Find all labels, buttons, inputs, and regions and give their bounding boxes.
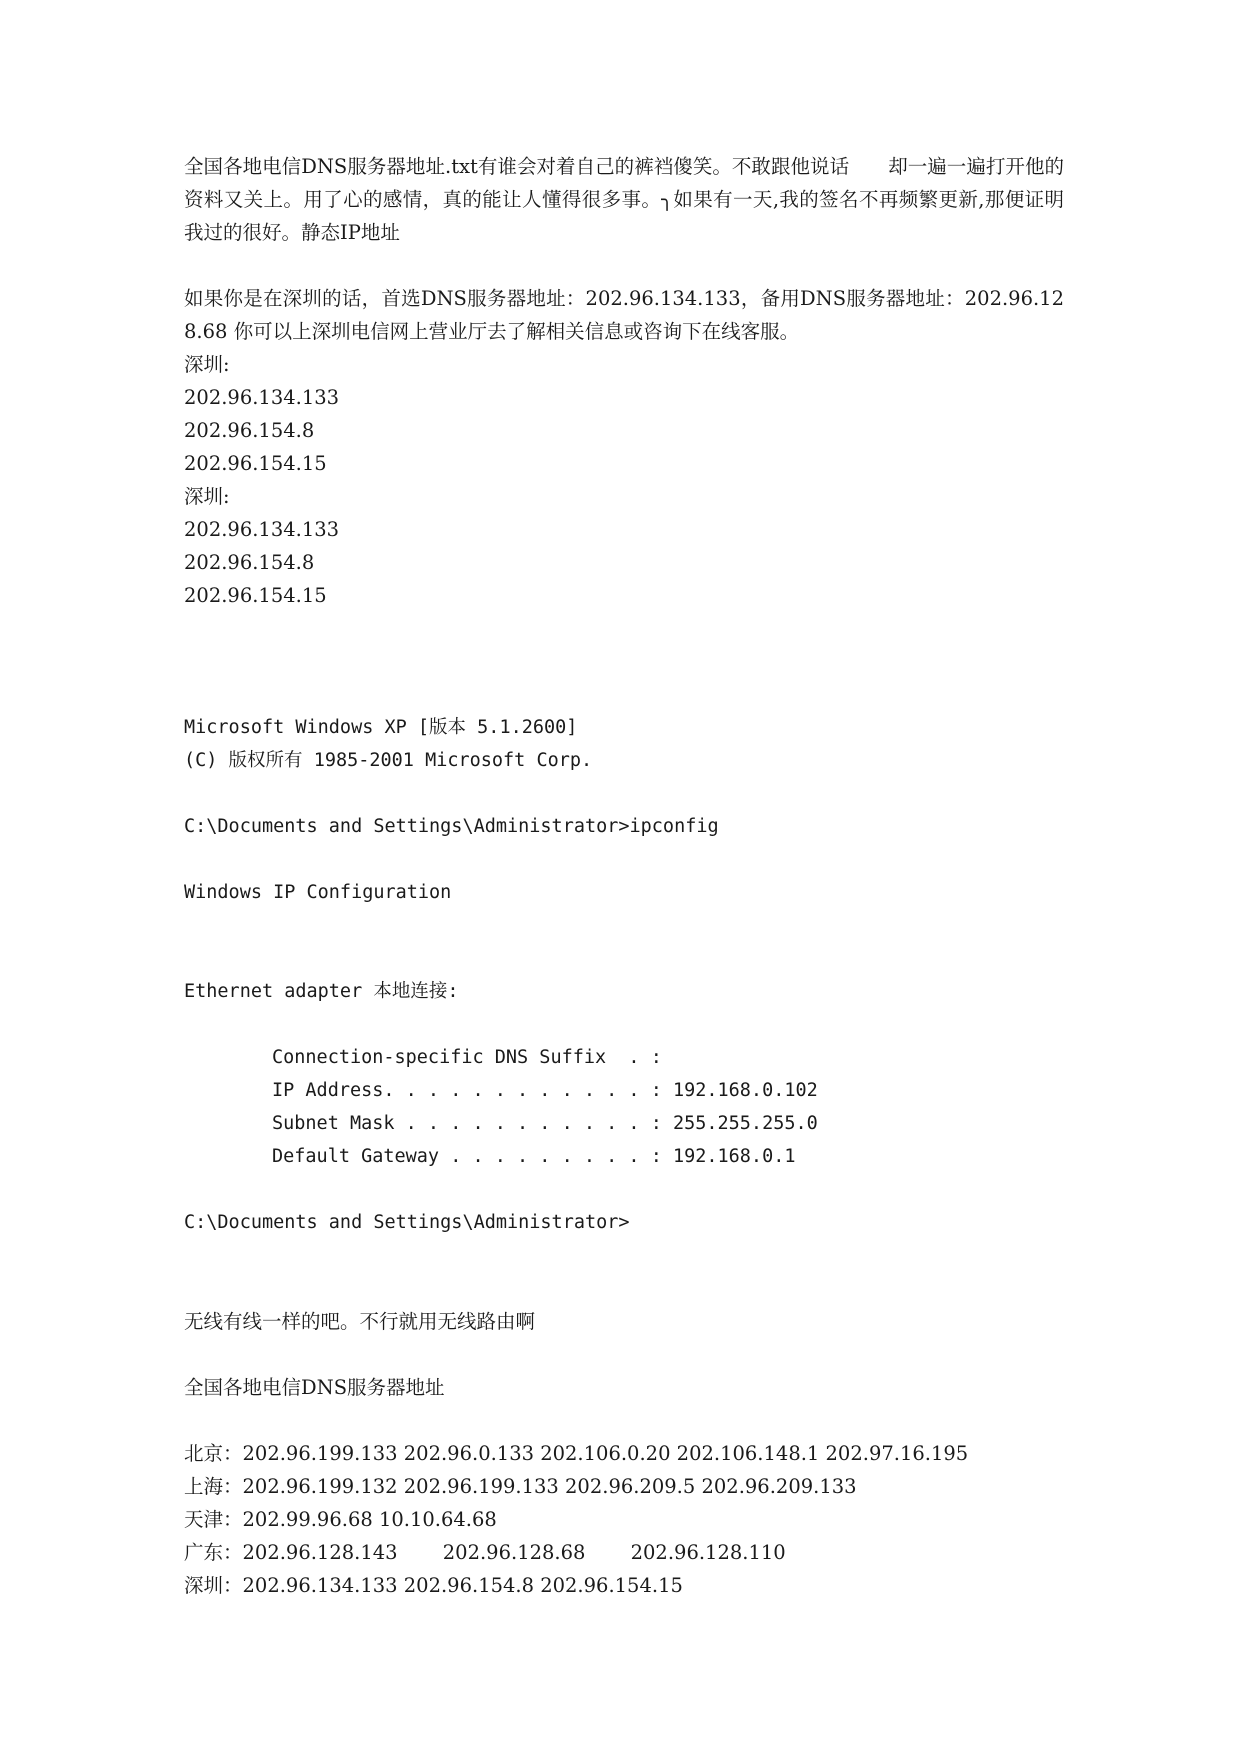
wireless-note: 无线有线一样的吧。不行就用无线路由啊 bbox=[184, 1310, 536, 1333]
spacer bbox=[184, 1404, 1064, 1437]
console-prompt-end: C:\Documents and Settings\Administrator> bbox=[184, 1212, 630, 1233]
spacer bbox=[184, 1272, 1064, 1305]
spacer bbox=[184, 678, 1064, 711]
console-output bbox=[184, 711, 1064, 1239]
intro-paragraph: 全国各地电信DNS服务器地址.txt有谁会对着自己的裤裆傻笑。不敢跟他说话 却一遍一遍打开他的资料又关上。用了心的感情，真的能让人懂得很多事。╮如果有一天,我的签名不再频繁更新,那便证明我过的很好。静态IP地址 bbox=[184, 155, 1064, 244]
console-version-line: Microsoft Windows XP [版本 5.1.2600] bbox=[184, 717, 578, 738]
document-page bbox=[184, 150, 1064, 1602]
dns-row-guangdong: 广东：202.96.128.143 202.96.128.68 202.96.128.110 bbox=[184, 1541, 786, 1564]
dns-address: 202.96.154.8 bbox=[184, 419, 315, 442]
dns-row-shenzhen: 深圳：202.96.134.133 202.96.154.8 202.96.154.15 bbox=[184, 1574, 683, 1597]
console-dns-suffix: Connection-specific DNS Suffix . : bbox=[272, 1047, 662, 1068]
spacer bbox=[184, 1239, 1064, 1272]
spacer bbox=[184, 777, 1064, 810]
console-default-gateway: Default Gateway . . . . . . . . . : 192.168.0.1 bbox=[272, 1146, 796, 1167]
spacer bbox=[184, 942, 1064, 975]
spacer bbox=[184, 909, 1064, 942]
dns-row-tianjin: 天津：202.99.96.68 10.10.64.68 bbox=[184, 1508, 497, 1531]
spacer bbox=[184, 1008, 1064, 1041]
console-copyright-line: (C) 版权所有 1985-2001 Microsoft Corp. bbox=[184, 750, 593, 771]
console-adapter-line: Ethernet adapter 本地连接: bbox=[184, 981, 459, 1002]
dns-address: 202.96.134.133 bbox=[184, 518, 340, 541]
dns-address: 202.96.154.15 bbox=[184, 584, 327, 607]
console-config-title: Windows IP Configuration bbox=[184, 882, 452, 903]
dns-address: 202.96.154.15 bbox=[184, 452, 327, 475]
shenzhen-label-1: 深圳: bbox=[184, 353, 230, 376]
national-list-title: 全国各地电信DNS服务器地址 bbox=[184, 1376, 445, 1399]
spacer bbox=[184, 645, 1064, 678]
spacer bbox=[184, 1173, 1064, 1206]
dns-row-shanghai: 上海：202.96.199.132 202.96.199.133 202.96.209.5 202.96.209.133 bbox=[184, 1475, 857, 1498]
spacer bbox=[184, 249, 1064, 282]
console-prompt-command: C:\Documents and Settings\Administrator>ipconfig bbox=[184, 816, 719, 837]
dns-address: 202.96.154.8 bbox=[184, 551, 315, 574]
console-ip-address: IP Address. . . . . . . . . . . . : 192.168.0.102 bbox=[272, 1080, 818, 1101]
spacer bbox=[184, 843, 1064, 876]
console-subnet-mask: Subnet Mask . . . . . . . . . . . : 255.255.255.0 bbox=[272, 1113, 818, 1134]
shenzhen-label-2: 深圳: bbox=[184, 485, 230, 508]
shenzhen-dns-paragraph: 如果你是在深圳的话，首选DNS服务器地址：202.96.134.133，备用DNS服务器地址：202.96.128.68 你可以上深圳电信网上营业厅去了解相关信息或咨询下在线客服。 bbox=[184, 287, 1064, 343]
dns-row-beijing: 北京：202.96.199.133 202.96.0.133 202.106.0.20 202.106.148.1 202.97.16.195 bbox=[184, 1442, 969, 1465]
dns-address: 202.96.134.133 bbox=[184, 386, 340, 409]
spacer bbox=[184, 612, 1064, 645]
spacer bbox=[184, 1338, 1064, 1371]
